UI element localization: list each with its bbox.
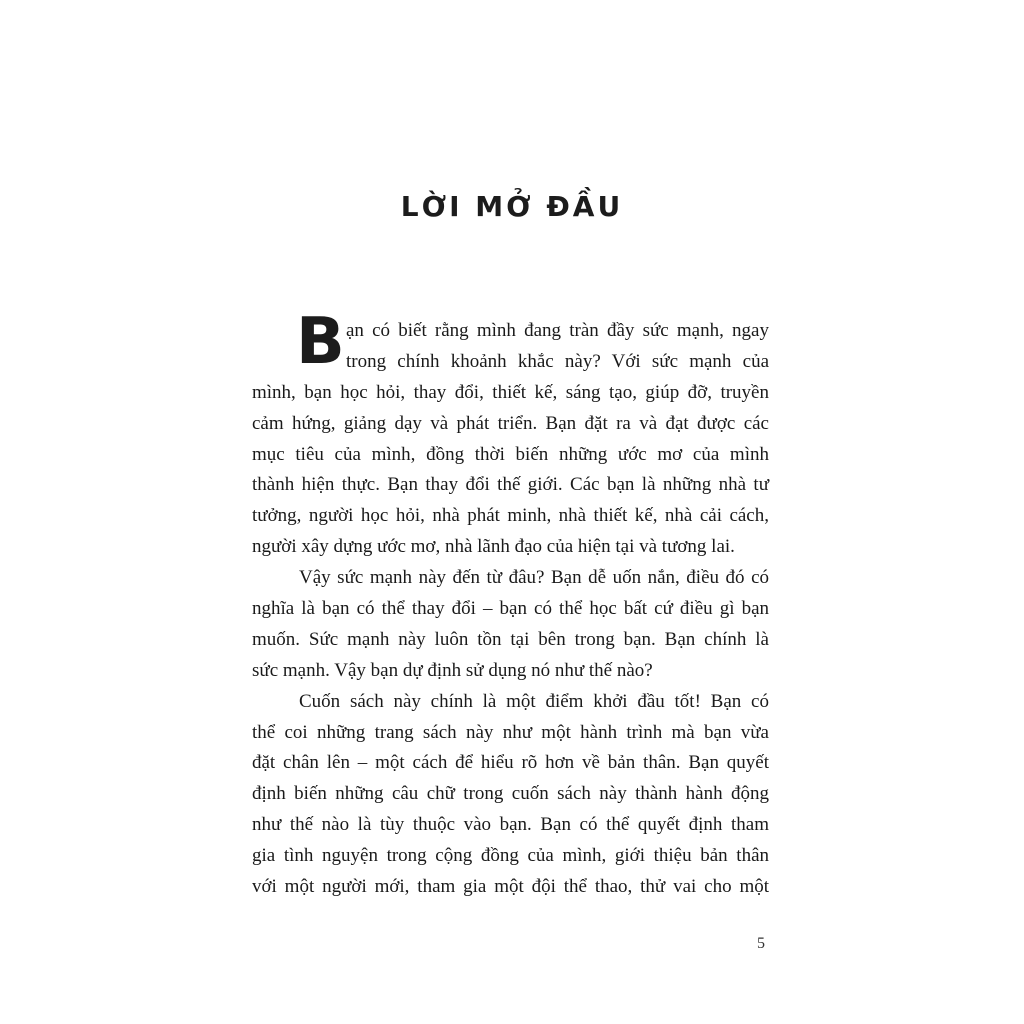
- text-line: ạn có biết rằng mình đang tràn đầy sức mạnh, ngay: [346, 320, 769, 341]
- page-number: 5: [757, 935, 765, 952]
- text-line: thành hiện thực. Bạn thay đổi thế giới. Các bạn là những nhà tư: [252, 474, 769, 496]
- text-line: đặt chân lên – một cách để hiểu rõ hơn về bản thân. Bạn quyết: [252, 752, 769, 774]
- paragraph-2: [252, 563, 769, 687]
- text-line: Vậy sức mạnh này đến từ đâu? Bạn dễ uốn nắn, điều đó có: [299, 567, 769, 589]
- text-line: như thế nào là tùy thuộc vào bạn. Bạn có thể quyết định tham: [252, 814, 769, 836]
- text-line: cảm hứng, giảng dạy và phát triển. Bạn đặt ra và đạt được các: [252, 412, 769, 434]
- text-line: mình, bạn học hỏi, thay đổi, thiết kế, sáng tạo, giúp đỡ, truyền: [252, 381, 769, 403]
- drop-cap: B: [296, 305, 345, 379]
- chapter-title: LỜI MỞ ĐẦU: [400, 190, 624, 223]
- text-line: người xây dựng ước mơ, nhà lãnh đạo của hiện tại và tương lai.: [252, 536, 735, 558]
- text-line: sức mạnh. Vậy bạn dự định sử dụng nó như thế nào?: [252, 659, 653, 681]
- text-line: trong chính khoảnh khắc này? Với sức mạnh của: [346, 350, 769, 372]
- text-line: mục tiêu của mình, đồng thời biến những ước mơ của mình: [252, 443, 769, 465]
- text-line: gia tình nguyện trong cộng đồng của mình, giới thiệu bản thân: [252, 845, 769, 867]
- text-line: thể coi những trang sách này như một hành trình mà bạn vừa: [252, 721, 769, 743]
- paragraph-3: [252, 687, 769, 903]
- text-line: tưởng, người học hỏi, nhà phát minh, nhà thiết kế, nhà cải cách,: [252, 505, 769, 527]
- text-line: muốn. Sức mạnh này luôn tồn tại bên trong bạn. Bạn chính là: [252, 628, 769, 650]
- text-line: nghĩa là bạn có thể thay đổi – bạn có thể học bất cứ điều gì bạn: [252, 598, 769, 620]
- text-line: Cuốn sách này chính là một điểm khởi đầu tốt! Bạn có: [299, 690, 769, 712]
- body-text: [252, 305, 769, 903]
- text-line: định biến những câu chữ trong cuốn sách này thành hành động: [252, 783, 769, 805]
- text-line: với một người mới, tham gia một đội thể thao, thử vai cho một: [252, 876, 769, 898]
